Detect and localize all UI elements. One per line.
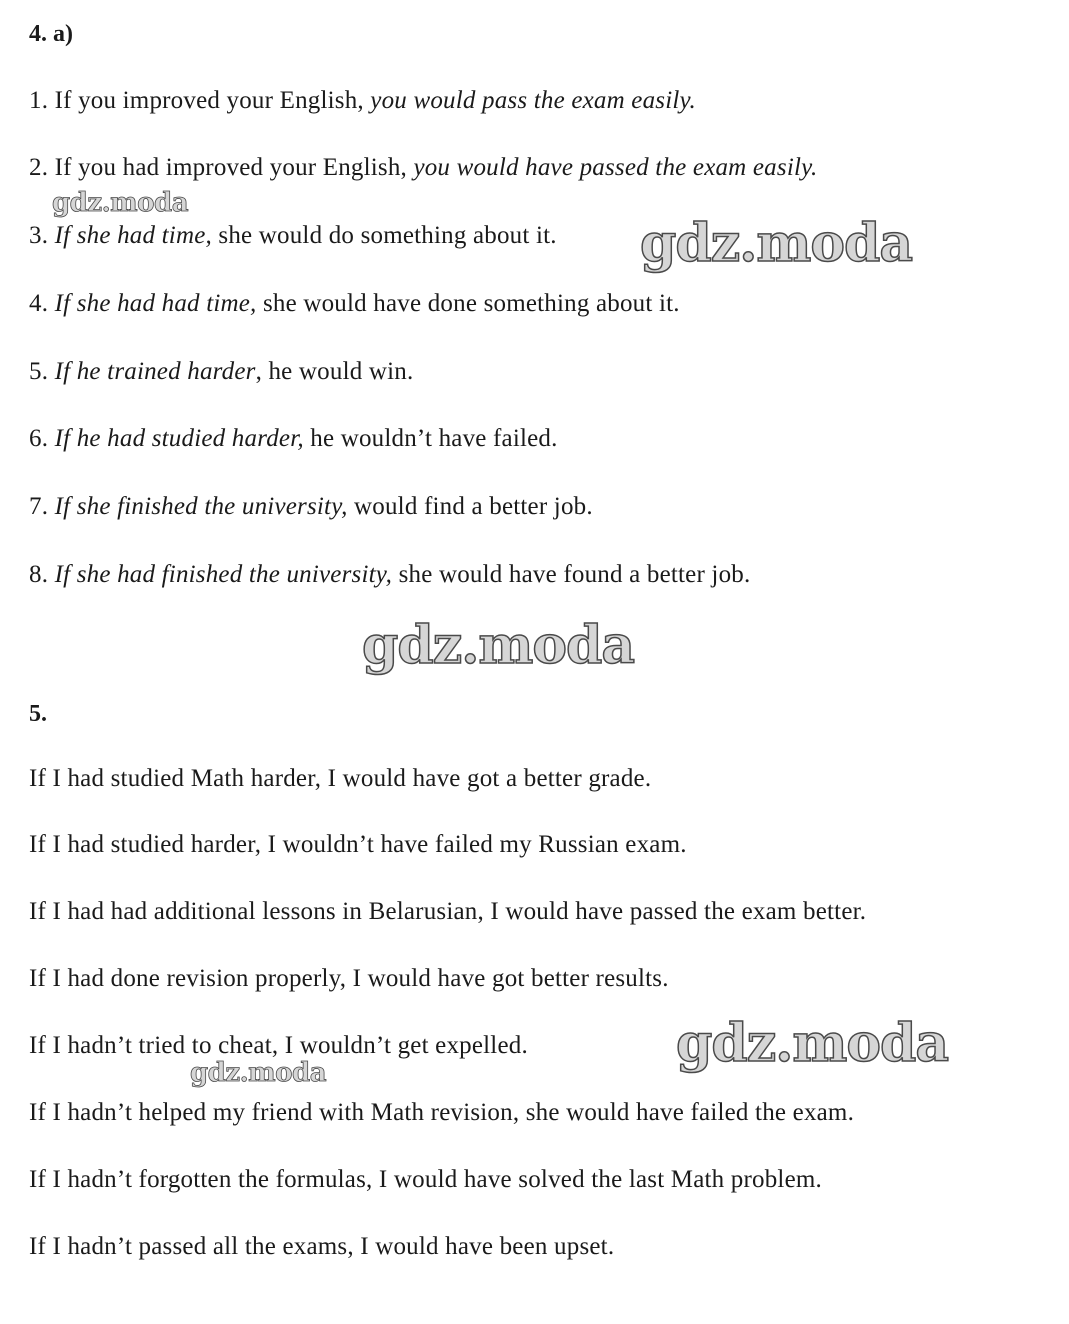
item-number: 4.: [29, 290, 49, 317]
section-4-item-6: [29, 424, 558, 454]
item-number: 7.: [29, 493, 49, 520]
item-text: she would have done something about it.: [256, 290, 680, 317]
watermark: gdz.moda: [640, 213, 913, 274]
item-italic-text: If he trained harder: [54, 358, 256, 385]
section-4-heading: 4. a): [29, 21, 73, 47]
item-number: 1.: [29, 87, 49, 114]
item-text: If you had improved your English,: [54, 154, 414, 181]
section-5-heading: 5.: [29, 701, 47, 727]
section-5-item-7: If I hadn’t forgotten the formulas, I would have solved the last Math problem.: [29, 1166, 822, 1193]
section-4-item-4: [29, 289, 680, 319]
item-text: would find a better job.: [347, 493, 593, 520]
item-number: 6.: [29, 425, 49, 452]
item-number: 2.: [29, 154, 49, 181]
section-4-item-7: [29, 492, 593, 522]
item-text: he wouldn’t have failed.: [303, 425, 558, 452]
watermark: gdz.moda: [52, 188, 189, 218]
item-italic-text: you would pass the exam easily.: [370, 87, 696, 114]
section-4-item-8: [29, 560, 750, 590]
section-5-item-3: If I had had additional lessons in Belarusian, I would have passed the exam better.: [29, 898, 867, 925]
section-5-item-1: If I had studied Math harder, I would have got a better grade.: [29, 765, 652, 792]
watermark: gdz.moda: [190, 1058, 327, 1088]
item-number: 5.: [29, 358, 49, 385]
section-5-item-6: If I hadn’t helped my friend with Math revision, she would have failed the exam.: [29, 1099, 855, 1126]
item-number: 8.: [29, 561, 49, 588]
watermark: gdz.moda: [362, 615, 635, 676]
item-italic-text: If she had had time,: [54, 290, 257, 317]
item-text: she would have found a better job.: [392, 561, 751, 588]
item-italic-text: you would have passed the exam easily.: [413, 154, 818, 181]
watermark: gdz.moda: [676, 1013, 949, 1074]
item-number: 3.: [29, 222, 49, 249]
item-italic-text: If she had time,: [54, 222, 212, 249]
section-4-item-5: [29, 357, 413, 387]
section-4-item-1: [29, 86, 696, 116]
section-5-item-8: If I hadn’t passed all the exams, I would have been upset.: [29, 1233, 615, 1260]
item-italic-text: If she finished the university,: [54, 493, 348, 520]
section-5-item-4: If I had done revision properly, I would have got better results.: [29, 965, 669, 992]
item-italic-text: If he had studied harder,: [54, 425, 304, 452]
item-text: If you improved your English,: [54, 87, 371, 114]
section-4-item-3: [29, 221, 557, 251]
item-text: she would do something about it.: [211, 222, 557, 249]
item-italic-text: If she had finished the university,: [54, 561, 393, 588]
item-text: , he would win.: [255, 358, 414, 385]
section-5-item-5: If I hadn’t tried to cheat, I wouldn’t get expelled.: [29, 1032, 528, 1059]
section-5-item-2: If I had studied harder, I wouldn’t have failed my Russian exam.: [29, 831, 687, 858]
section-4-item-2: [29, 153, 817, 183]
